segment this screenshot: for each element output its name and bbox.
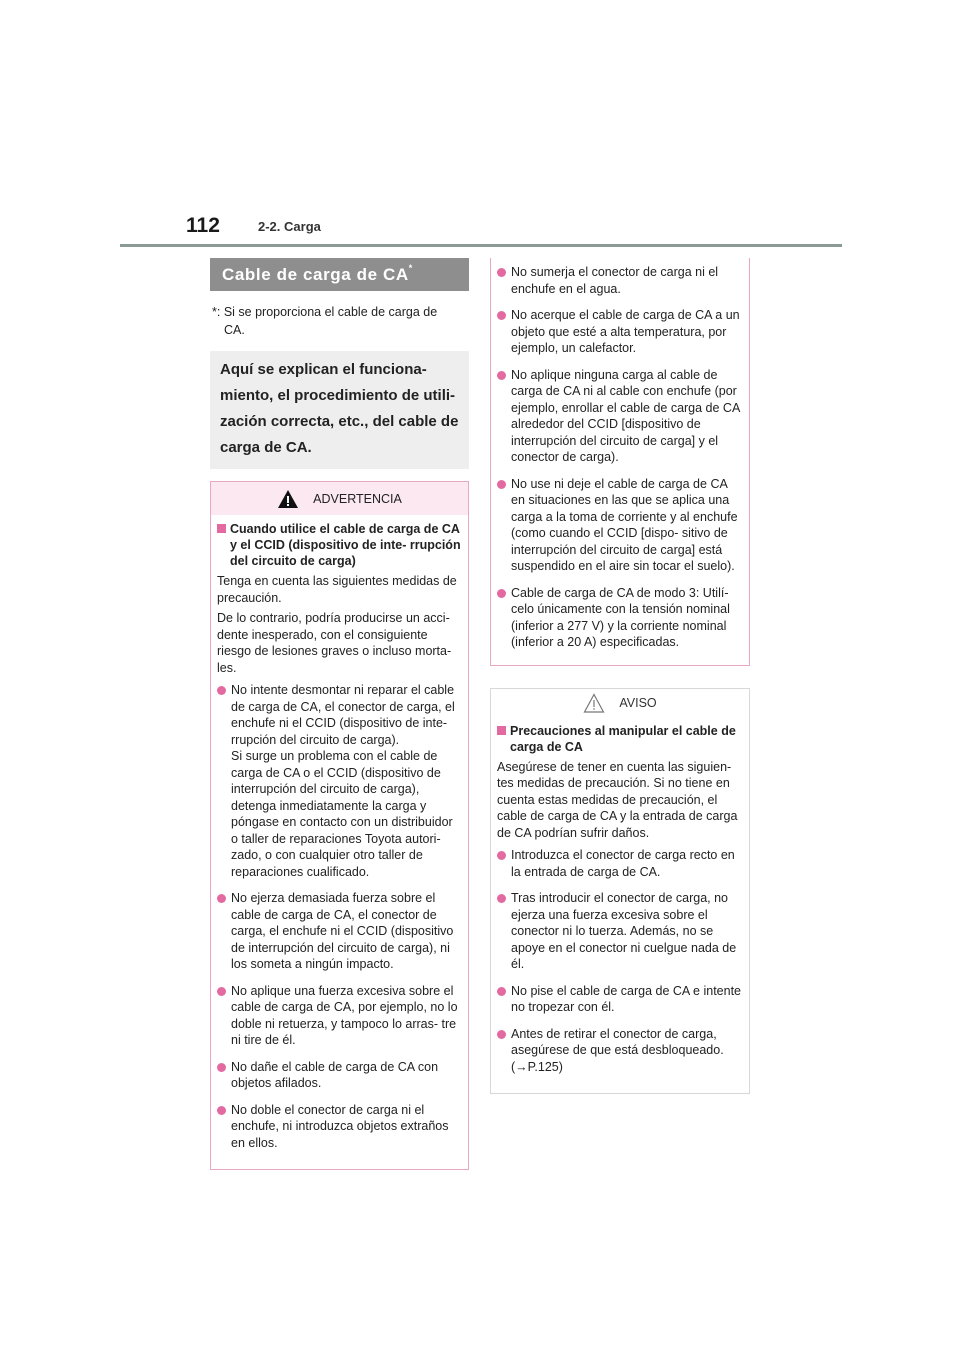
circle-bullet-icon [497,589,506,598]
warning-body [211,515,468,1169]
list-item-text: No ejerza demasiada fuerza sobre el cable de carga de CA, el conector de carga, el enchufe ni el CCID (dispositivo de interrupción del circuito de carga), ni los someta a ningún impacto. [231,891,454,971]
square-bullet-icon [217,524,226,533]
list-item [217,1059,462,1092]
warning-header [211,482,468,515]
list-item-text: No use ni deje el cable de carga de CA en situaciones en las que se aplica una carga a la toma de corriente y al enchufe (como cuando el CCID [dispo- sitivo de interrupción del circuito de carga] está suspendido en el aire sin tocar el suelo). [511,476,738,573]
list-item [497,367,743,466]
list-item [217,1102,462,1152]
circle-bullet-icon [497,311,506,320]
notice-subhead-text: Precauciones al manipular el cable de carga de CA [510,723,736,754]
list-item [497,983,743,1016]
list-item [497,890,743,973]
circle-bullet-icon [217,1063,226,1072]
list-item-text: No intente desmontar ni reparar el cable de carga de CA, el conector de carga, el enchufe ni el CCID (dispositivo de inte- rrupción del circuito de carga). Si surge un problema con el cable de carga de CA o el CCID (dispositivo de interrupción del circuito de carga), detenga inmediatamente la carga y póngase en contacto con un distribuidor o taller de reparaciones Toyota autori- zado, o con cualquier otro taller de reparaciones cualificado. [231,683,455,879]
circle-bullet-icon [217,987,226,996]
left-column [210,258,469,1170]
footnote-marker: *: [212,305,221,319]
notice-box [490,688,750,1095]
notice-label: AVISO [619,695,657,710]
list-item-text: Antes de retirar el conector de carga, asegúrese de que está desbloqueado. (→P.125) [511,1026,724,1074]
title-footnote-marker: * [408,263,413,273]
footnote-text-line2: CA. [224,323,245,337]
circle-bullet-icon [217,686,226,695]
list-item-text: Tras introducir el conector de carga, no ejerza una fuerza excesiva sobre el conector ni lo tuerza. Además, no se apoye en el conector ni cuelgue nada de él. [511,891,737,971]
list-item-text: No pise el cable de carga de CA e intente no tropezar con él. [511,983,742,1014]
circle-bullet-icon [497,480,506,489]
list-item [217,890,462,973]
circle-bullet-icon [497,1030,506,1039]
intro-summary: Aquí se explican el funciona- miento, el procedimiento de utili- zación correcta, etc., del cable de carga de CA. [210,351,469,469]
page-number: 112 [186,214,220,237]
footnote-text-line1: Si se proporciona el cable de carga de [223,305,438,319]
notice-subhead [497,723,743,755]
warning-box [210,481,469,1170]
header-divider [120,244,842,247]
list-item-text: Cable de carga de CA de modo 3: Utilí- celo únicamente con la tensión nominal (inferior a 277 V) y la corriente nominal (inferior a 20 A) especificadas. [511,585,730,649]
circle-bullet-icon [217,894,226,903]
list-item-text: No aplique ninguna carga al cable de carga de CA ni al cable con enchufe (por ejemplo, enrollar el cable de carga de CA alrededor del CCID [dispositivo de interrupción del circuito de carga] y el conector de carga). [511,367,740,464]
list-item [497,585,743,651]
page-title: Cable de carga de CA [222,265,409,284]
notice-paragraph: Asegúrese de tener en cuenta las siguien- tes medidas de precaución. Si no tiene en cuenta estas medidas de precaución, el cable de carga de CA y la entrada de carga de CA podrían sufrir daños. [497,759,738,840]
list-item [217,682,462,880]
list-item-text: No dañe el cable de carga de CA con objetos afilados. [231,1059,439,1090]
square-bullet-icon [497,726,506,735]
section-title: 2-2. Carga [258,219,321,234]
circle-bullet-icon [217,1106,226,1115]
right-column [490,258,750,1094]
list-item-text: No sumerja el conector de carga ni el enchufe en el agua. [511,265,719,296]
circle-bullet-icon [497,987,506,996]
list-item [497,847,743,880]
footnote [210,303,469,339]
warning-paragraph: De lo contrario, podría producirse un acci- dente inesperado, con el consiguiente riesgo de lesiones graves o incluso morta- les. [217,611,452,675]
list-item [497,476,743,575]
list-item-text: Introduzca el conector de carga recto en la entrada de carga de CA. [511,848,735,879]
list-item-text: No doble el conector de carga ni el enchufe, ni introduzca objetos extraños en ellos. [231,1102,449,1150]
circle-bullet-icon [497,894,506,903]
list-item [497,1026,743,1076]
warning-subhead-text: Cuando utilice el cable de carga de CA y el CCID (dispositivo de inte- rrupción del circuito de carga) [230,522,461,568]
warning-label: ADVERTENCIA [313,491,402,506]
list-item [217,983,462,1049]
section-title-bar [210,258,469,291]
circle-bullet-icon [497,851,506,860]
warning-continued [490,258,750,666]
warning-triangle-icon [277,489,299,509]
circle-bullet-icon [497,371,506,380]
list-item-text: No aplique una fuerza excesiva sobre el cable de carga de CA, por ejemplo, no lo doble ni retuerza, y tampoco lo arras- tre ni tire de él. [231,983,458,1047]
circle-bullet-icon [497,268,506,277]
warning-subhead [217,521,462,569]
warning-paragraph: Tenga en cuenta las siguientes medidas de precaución. [217,574,457,605]
list-item [497,264,743,297]
list-item [497,307,743,357]
caution-triangle-icon [583,693,605,713]
notice-body [491,717,749,1094]
notice-header [491,689,749,717]
list-item-text: No acerque el cable de carga de CA a un objeto que esté a alta temperatura, por ejemplo, un calefactor. [511,308,740,355]
